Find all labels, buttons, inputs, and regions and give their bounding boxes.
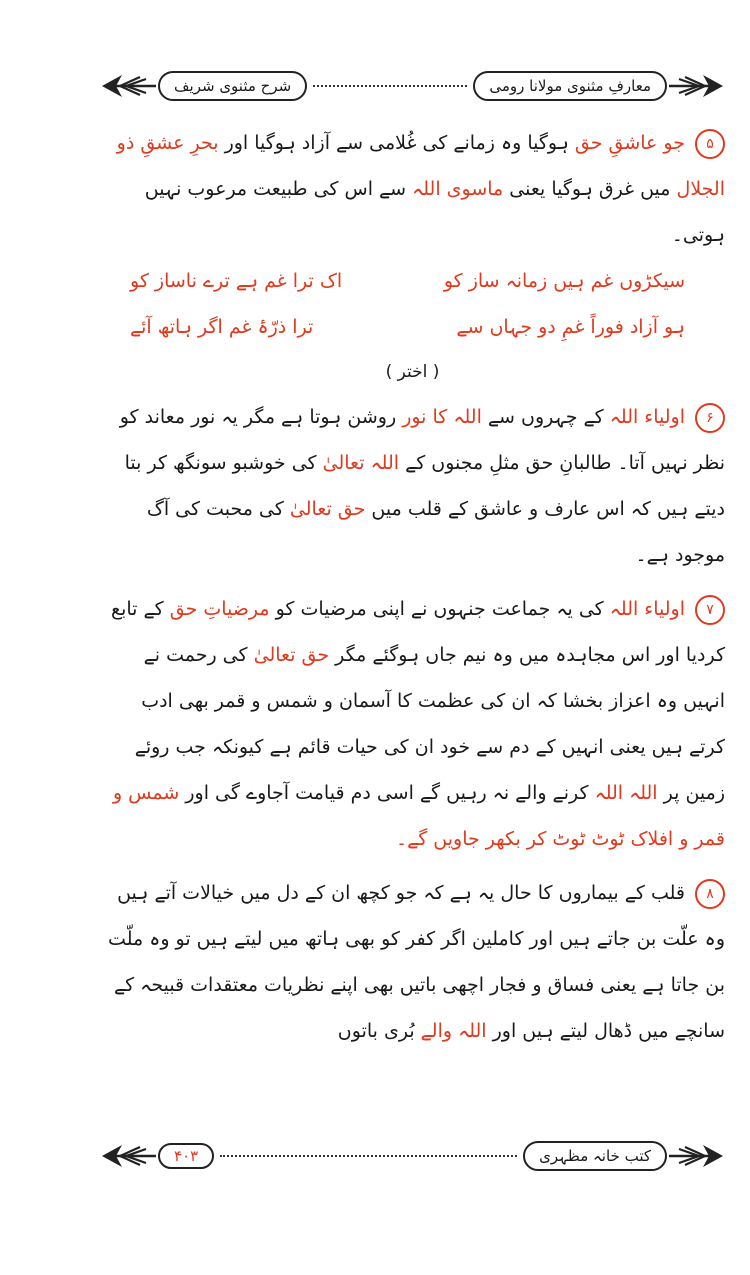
highlight-text: اولیاء اللہ: [609, 406, 685, 428]
body-text: کرنے والے نہ رہیں گے اسی دم قیامت آجاوے گی اور: [179, 782, 595, 804]
verse-line-1: [100, 258, 725, 304]
body-text: کی محبت کی آگ موجود ہے۔: [146, 498, 725, 566]
header-divider: [313, 85, 467, 87]
highlight-text: اللہ تعالیٰ: [322, 452, 400, 474]
footer-divider: [220, 1155, 517, 1157]
page-body: [100, 120, 725, 1054]
verse-hemistich: ہو آزاد فوراً غمِ دو جہاں سے: [456, 316, 685, 338]
paragraph-number: ۸: [695, 879, 725, 909]
paragraph-number: ۷: [695, 595, 725, 625]
verse-hemistich: اک ترا غم ہے ترے ناساز کو: [130, 270, 343, 292]
page-header: [100, 64, 725, 108]
paragraph-number: ۶: [695, 403, 725, 433]
highlight-text: حق تعالیٰ: [253, 644, 330, 666]
publisher-name: کتب خانہ مظہری: [523, 1141, 667, 1171]
body-text: بُری باتوں: [337, 1020, 421, 1042]
paragraph-8: [100, 870, 725, 1054]
paragraph-7: [100, 586, 725, 862]
body-text: میں غرق ہوگیا یعنی: [503, 178, 677, 200]
highlight-text: حق تعالیٰ: [289, 498, 366, 520]
body-text: سے اس کی طبیعت مرعوب نہیں ہوتی۔: [144, 178, 725, 246]
paragraph-number: ۵: [695, 129, 725, 159]
paragraph-6: [100, 394, 725, 578]
body-text: کے تابع کردیا اور اس مجاہدہ میں وہ نیم جاں ہوگئے مگر: [110, 598, 725, 666]
highlight-text: اولیاء اللہ: [609, 598, 685, 620]
body-text: کی یہ جماعت جنہوں نے اپنی مرضیات کو: [269, 598, 610, 620]
highlight-text: اللہ کا نور: [402, 406, 482, 428]
ornament-arrow-left-icon: [100, 71, 158, 101]
body-text: کی خوشبو سونگھ کر بتا دیتے ہیں کہ اس عارف و عاشق کے قلب میں: [124, 452, 725, 520]
verse-hemistich: ترا ذرّۂ غم اگر ہاتھ آئے: [130, 316, 314, 338]
ornament-arrow-left-icon: [100, 1141, 158, 1171]
highlight-text: ماسوی اللہ: [412, 178, 504, 200]
highlight-text: مرضیاتِ حق: [169, 598, 270, 620]
ornament-arrow-right-icon: [667, 1141, 725, 1171]
highlight-text: بحرِ عشقِ ذو الجلال: [116, 132, 725, 200]
verse-line-2: [100, 304, 725, 350]
body-text: قلب کے بیماروں کا حال یہ ہے کہ جو کچھ ان کے دل میں خیالات آتے ہیں وہ علّت بن جاتے ہیں اور کاملین اگر کفر کو بھی ہاتھ میں لیتے ہیں تو وہ ملّت بن جاتا ہے یعنی فساق و فجار اچھی باتیں بھی اپنے نظریات معتقدات قبیحہ کے سانچے میں ڈھال لیتے ہیں اور: [108, 882, 725, 1042]
verse-attribution: ( اختر ): [385, 362, 440, 382]
header-book-title: معارفِ مثنوی مولانا رومی: [473, 71, 667, 101]
body-text: کی رحمت نے انہیں وہ اعزاز بخشا کہ ان کی عظمت کا آسمان و شمس و قمر بھی ادب کرتے ہیں یعنی انہیں کے دم سے خود ان کی حیات قائم ہے کیونکہ جب روئے زمین پر: [134, 644, 725, 804]
page-footer: [100, 1134, 725, 1178]
ornament-arrow-right-icon: [667, 71, 725, 101]
highlight-text: اللہ اللہ: [594, 782, 658, 804]
header-book-subtitle: شرح مثنوی شریف: [158, 71, 307, 101]
highlight-text: جو عاشقِ حق: [574, 132, 685, 154]
page-frame: [100, 64, 725, 1184]
paragraph-5: [100, 120, 725, 258]
verse-hemistich: سیکڑوں غم ہیں زمانہ ساز کو: [443, 270, 685, 292]
body-text: روشن ہوتا ہے مگر یہ نور معاند کو نظر نہیں آتا۔ طالبانِ حق مثلِ مجنوں کے: [119, 406, 725, 474]
body-text: ہوگیا وہ زمانے کی غُلامی سے آزاد ہوگیا اور: [218, 132, 575, 154]
page-number: ۴۰۳: [158, 1143, 214, 1169]
highlight-text: شمس و قمر و افلاک ٹوٹ ٹوٹ کر بکھر جاویں گے۔: [112, 782, 725, 850]
highlight-text: اللہ والے: [420, 1020, 487, 1042]
body-text: کے چہروں سے: [481, 406, 610, 428]
